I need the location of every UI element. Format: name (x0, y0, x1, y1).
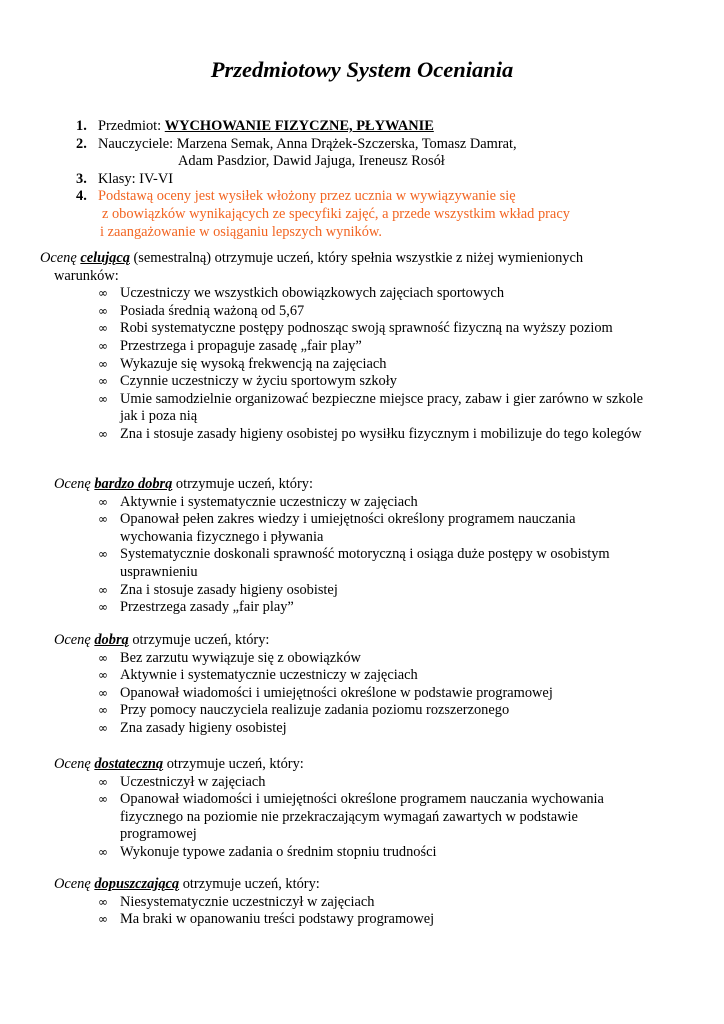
criteria-item (40, 391, 660, 426)
criteria-text: Uczestniczył w zajęciach (120, 773, 266, 790)
infinity-bullet-icon: ∞ (98, 512, 108, 527)
criteria-item (54, 667, 640, 685)
grading-basis-line-2: z obowiązków wynikających ze specyfiki zajęć, a przede wszystkim wkład pracy (102, 205, 570, 222)
grading-basis-line-3: i zaangażowanie w osiąganiu lepszych wyników. (100, 223, 382, 240)
criteria-item (40, 285, 660, 303)
infinity-bullet-icon: ∞ (98, 650, 108, 665)
criteria-text: Zna i stosuje zasady higieny osobistej po wysiłku fizycznym i mobilizuje do tego kolegów (120, 425, 642, 442)
teachers-line-2: Adam Pasdzior, Dawid Jajuga, Ireneusz Rosół (178, 153, 445, 170)
grade-lead: Ocenę (54, 476, 95, 492)
item-number: 3. (76, 170, 87, 187)
grade-intro-rest-2: warunków: (54, 267, 119, 284)
subject-label: Przedmiot: (98, 118, 165, 134)
criteria-item (54, 911, 640, 929)
criteria-text: Zna zasady higieny osobistej (120, 719, 287, 736)
criteria-item (54, 844, 640, 862)
criteria-text: Opanował wiadomości i umiejętności określone w podstawie programowej (120, 684, 553, 701)
grade-intro-rest: otrzymuje uczeń, który: (172, 476, 313, 492)
infinity-bullet-icon: ∞ (98, 426, 108, 441)
criteria-text: Ma braki w opanowaniu treści podstawy programowej (120, 911, 435, 928)
criteria-text: Przestrzega i propaguje zasadę „fair play” (120, 337, 362, 354)
infinity-bullet-icon: ∞ (98, 600, 108, 615)
criteria-text: Czynnie uczestniczy w życiu sportowym szkoły (120, 373, 397, 390)
criteria-item (54, 511, 640, 546)
subject-row (76, 118, 696, 136)
teachers-row (76, 136, 696, 171)
grade-section-dostateczna (54, 756, 694, 862)
subject-value: WYCHOWANIE FIZYCZNE, PŁYWANIE (164, 118, 434, 134)
grade-intro-rest: otrzymuje uczeń, który: (128, 632, 270, 648)
infinity-bullet-icon: ∞ (98, 356, 108, 371)
criteria-item (54, 582, 640, 600)
criteria-item (54, 546, 640, 581)
criteria-text: Systematycznie doskonali sprawność motoryczną i osiąga duże postępy w osobistym usprawnieniu (120, 546, 610, 580)
grading-basis-line-1: Podstawą oceny jest wysiłek włożony przez ucznia w wywiązywanie się (98, 188, 516, 205)
infinity-bullet-icon: ∞ (98, 547, 108, 562)
criteria-text: Robi systematyczne postępy podnosząc swoją sprawność fizyczną na wyższy poziom (120, 320, 613, 337)
criteria-item (54, 494, 640, 512)
criteria-item (54, 702, 640, 720)
grade-lead: Ocenę (54, 876, 95, 892)
grade-name: bardzo dobrą (94, 476, 173, 492)
infinity-bullet-icon: ∞ (98, 774, 108, 789)
infinity-bullet-icon: ∞ (98, 321, 108, 336)
infinity-bullet-icon: ∞ (98, 338, 108, 353)
infinity-bullet-icon: ∞ (98, 286, 108, 301)
infinity-bullet-icon: ∞ (98, 894, 108, 909)
grade-section-dobra (54, 632, 694, 738)
item-number: 4. (76, 188, 87, 205)
criteria-item (54, 650, 640, 668)
grade-name: dopuszczającą (94, 876, 180, 892)
grade-intro (54, 756, 694, 774)
criteria-item (54, 774, 640, 792)
criteria-text: Wykonuje typowe zadania o średnim stopniu trudności (120, 843, 437, 860)
grade-lead: Ocenę (40, 250, 81, 266)
criteria-text: Uczestniczy we wszystkich obowiązkowych zajęciach sportowych (120, 285, 505, 302)
criteria-text: Opanował pełen zakres wiedzy i umiejętności określony programem nauczania wychowania fizycznego i pływania (120, 511, 576, 545)
criteria-item (40, 303, 660, 321)
criteria-text: Bez zarzutu wywiązuje się z obowiązków (120, 649, 361, 666)
criteria-list (54, 650, 694, 738)
criteria-text: Przestrzega zasady „fair play” (120, 599, 294, 616)
course-info (76, 118, 696, 241)
grade-intro-rest: otrzymuje uczeń, który: (179, 876, 320, 892)
criteria-text: Zna i stosuje zasady higieny osobistej (120, 581, 338, 598)
infinity-bullet-icon: ∞ (98, 668, 108, 683)
grade-lead: Ocenę (54, 756, 95, 772)
infinity-bullet-icon: ∞ (98, 720, 108, 735)
criteria-item (40, 373, 660, 391)
criteria-item (54, 599, 640, 617)
grade-name: celującą (80, 250, 130, 266)
infinity-bullet-icon: ∞ (98, 391, 108, 406)
criteria-list (54, 774, 694, 862)
item-number: 2. (76, 135, 87, 152)
grade-section-dopuszczajaca (54, 876, 694, 929)
criteria-item (54, 720, 640, 738)
grade-intro (54, 876, 694, 894)
infinity-bullet-icon: ∞ (98, 703, 108, 718)
criteria-text: Wykazuje się wysoką frekwencją na zajęciach (120, 355, 387, 372)
grade-intro-rest: otrzymuje uczeń, który: (163, 756, 304, 772)
grade-name: dostateczną (94, 756, 164, 772)
criteria-list (54, 494, 694, 617)
criteria-item (54, 685, 640, 703)
criteria-item (54, 894, 640, 912)
criteria-text: Umie samodzielnie organizować bezpieczne miejsce pracy, zabaw i gier zarówno w szkole jak i poza nią (120, 390, 644, 425)
infinity-bullet-icon: ∞ (98, 792, 108, 807)
criteria-text: Przy pomocy nauczyciela realizuje zadania poziomu rozszerzonego (120, 702, 510, 719)
grade-section-celujaca (40, 250, 680, 444)
infinity-bullet-icon: ∞ (98, 494, 108, 509)
criteria-text: Niesystematycznie uczestniczył w zajęciach (120, 893, 375, 910)
document-title: Przedmiotowy System Oceniania (210, 57, 514, 82)
criteria-item (40, 320, 660, 338)
infinity-bullet-icon: ∞ (98, 844, 108, 859)
criteria-item (40, 356, 660, 374)
grade-name: dobrą (94, 632, 129, 648)
infinity-bullet-icon: ∞ (98, 303, 108, 318)
infinity-bullet-icon: ∞ (98, 582, 108, 597)
criteria-text: Posiada średnią ważoną od 5,67 (120, 302, 305, 319)
criteria-list (54, 894, 694, 929)
classes-text: Klasy: IV-VI (98, 170, 174, 187)
infinity-bullet-icon: ∞ (98, 374, 108, 389)
teachers-line-1: Nauczyciele: Marzena Semak, Anna Drążek-Szczerska, Tomasz Damrat, (98, 135, 517, 152)
grade-intro (40, 250, 680, 285)
grade-lead: Ocenę (54, 632, 95, 648)
criteria-item (40, 338, 660, 356)
grade-intro (54, 632, 694, 650)
grade-section-bardzo-dobra (54, 476, 694, 617)
criteria-text: Aktywnie i systematycznie uczestniczy w zajęciach (120, 667, 418, 684)
grading-basis-row (76, 188, 696, 241)
criteria-list (40, 285, 680, 443)
infinity-bullet-icon: ∞ (98, 912, 108, 927)
criteria-item (40, 426, 660, 444)
classes-row (76, 171, 696, 189)
grade-intro-rest: (semestralną) otrzymuje uczeń, który spełnia wszystkie z niżej wymienionych (129, 250, 584, 266)
criteria-item (54, 791, 640, 844)
infinity-bullet-icon: ∞ (98, 685, 108, 700)
criteria-text: Aktywnie i systematycznie uczestniczy w zajęciach (120, 493, 418, 510)
item-number: 1. (76, 118, 87, 134)
criteria-text: Opanował wiadomości i umiejętności określone programem nauczania wychowania fizycznego na poziomie nie przekraczającym wymagań zawartych w podstawie programowej (120, 791, 604, 843)
grade-intro (54, 476, 694, 494)
